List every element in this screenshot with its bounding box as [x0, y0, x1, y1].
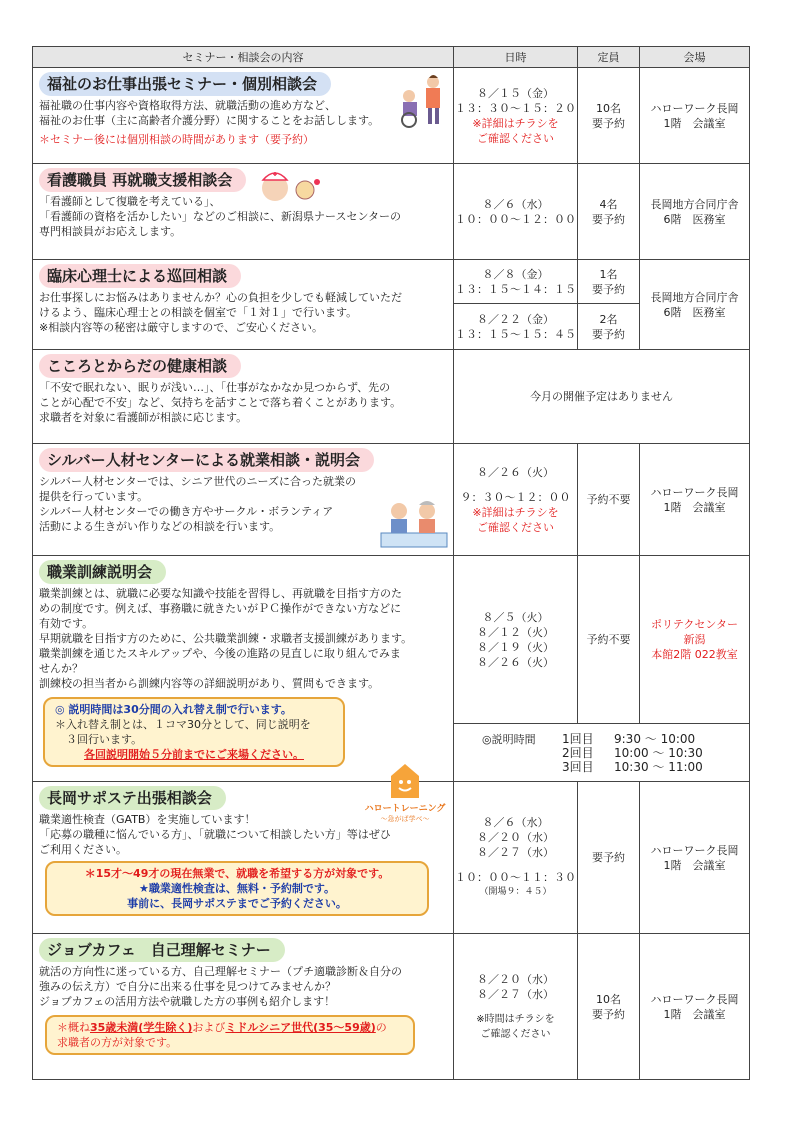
row-line: めの制度です。例えば、事務職に就きたいがＰＣ操作ができない方などに [39, 602, 402, 615]
row-line: 職業訓練とは、就職に必要な知識や技能を習得し、再就職を目指す方のた [39, 587, 402, 600]
row-line: 福祉職の仕事内容や資格取得方法、就職活動の進め方など、 [39, 99, 336, 112]
box-line: 求職者の方が対象です。 [57, 1036, 178, 1049]
row-line: せんか？ [39, 662, 83, 675]
reservation-text: 要予約 [592, 327, 625, 341]
row-line: シルバー人材センターでの働き方やサークル・ボランティア [39, 505, 334, 518]
row-title: ジョブカフェ 自己理解セミナー [39, 938, 285, 962]
row-capacity [578, 444, 640, 556]
schedule-cell [454, 724, 750, 782]
capacity-text: 10名 [596, 992, 621, 1006]
row-capacity [578, 304, 640, 350]
row-venue [640, 164, 750, 260]
row-line: ジョブカフェの活用方法や就職した方の事例も紹介します！ [39, 995, 336, 1008]
date-line: ８／２６（火） [477, 465, 554, 479]
capacity-text: 2名 [599, 312, 618, 326]
time-line: １０：００〜１１：３０ [455, 871, 576, 884]
row-line: 強みの伝え方）で自分に出来る仕事を見つけてみませんか？ [39, 980, 336, 993]
header-capacity: 定員 [578, 47, 640, 68]
table-row [33, 68, 750, 164]
time-line: ９：３０〜１２：００ [460, 490, 571, 504]
row-datetime [454, 934, 578, 1080]
time-line: １３：３０〜１５：２０ [455, 101, 576, 115]
row-line: 福祉のお仕事（主に高齢者介護分野）に関することをお話しします。 [39, 114, 380, 127]
header-datetime: 日時 [454, 47, 578, 68]
row-title: 長岡サポステ出張相談会 [39, 786, 226, 810]
box-line: ３回行います。 [55, 733, 143, 746]
no-schedule-text: 今月の開催予定はありません [530, 390, 673, 403]
box-line: ＊入れ替え制とは、１コマ30分として、同じ説明を [55, 718, 311, 731]
row-datetime [454, 260, 578, 304]
row-line: 「看護師の資格を活かしたい」などのご相談に、新潟県ナースセンターの [39, 210, 402, 223]
row-capacity [578, 68, 640, 164]
date-note: ご確認ください [477, 520, 554, 534]
venue-name: ハローワーク長岡 [650, 485, 739, 499]
date-note: ご確認ください [477, 131, 554, 145]
header-content: セミナー・相談会の内容 [33, 47, 454, 68]
date-line: ８／６（水） [482, 197, 549, 211]
venue-name: 長岡地方合同庁舎 [650, 290, 739, 304]
box-line: 各回説明開始５分前までにご来場ください。 [84, 748, 304, 761]
row-capacity [578, 934, 640, 1080]
venue-room: 1階 会議室 [663, 116, 726, 130]
box-line: ◎ 説明時間は30分間の入れ替え制で行います。 [55, 703, 292, 716]
logo-tagline: 〜急がば学べ〜 [380, 815, 430, 823]
reservation-text: 予約不要 [586, 493, 631, 506]
session-time: 10:30 〜 11:00 [614, 759, 703, 774]
row-line: 求職者を対象に看護師が相談に応じます。 [39, 411, 248, 424]
row-datetime [454, 556, 578, 724]
venue-room: 1階 会議室 [663, 1007, 726, 1021]
table-header [33, 47, 750, 68]
row-line: けるよう、臨床心理士との相談を個室で「１対１」で行います。 [39, 306, 358, 319]
venue-name: ハローワーク長岡 [650, 101, 739, 115]
row-title: シルバー人材センターによる就業相談・説明会 [39, 448, 374, 472]
row-line: 専門相談員がお応えします。 [39, 225, 182, 238]
row-line: ご利用ください。 [39, 843, 127, 856]
date-line: ８／２０（水） [477, 972, 554, 986]
date-line: ８／８（金） [482, 267, 549, 281]
reservation-text: 要予約 [592, 212, 625, 226]
row-line: お仕事探しにお悩みはありませんか？心の負担を少しでも軽減していただ [39, 291, 402, 304]
info-box [45, 861, 429, 916]
box-text: ＊概ね [57, 1021, 90, 1034]
row-description [33, 444, 454, 556]
reservation-text: 要予約 [592, 116, 625, 130]
date-line: ８／２６（火） [477, 655, 554, 669]
row-line: 「看護師として復職を考えている」、 [39, 195, 221, 208]
reservation-text: 要予約 [592, 851, 625, 864]
nurse-icon [257, 168, 327, 204]
row-line: 有効です。 [39, 617, 94, 630]
spacer-line [454, 480, 577, 490]
table-row [33, 934, 750, 1080]
box-text: の [375, 1021, 387, 1034]
row-datetime [454, 304, 578, 350]
row-datetime [454, 782, 578, 934]
capacity-text: 1名 [599, 267, 618, 281]
date-note: ご確認ください [480, 1028, 551, 1040]
date-note: ※時間はチラシを [476, 1013, 555, 1025]
row-line: 提供を行っています。 [39, 490, 149, 503]
info-box [43, 697, 345, 767]
row-venue [640, 782, 750, 934]
seniors-consultation-icon [379, 497, 449, 551]
date-line: ８／２７（水） [477, 846, 554, 859]
open-time: （開場９：４５） [479, 887, 552, 897]
table-row [33, 782, 750, 934]
date-line: ８／２０（水） [477, 831, 554, 844]
venue-room: 本館2階 022教室 [651, 648, 738, 661]
row-line: 就活の方向性に迷っている方、自己理解セミナー（プチ適職診断＆自分の [39, 965, 402, 978]
row-capacity [578, 164, 640, 260]
row-line: 早期就職を目指す方のために、公共職業訓練・求職者支援訓練があります。 [39, 632, 413, 645]
row-capacity [578, 260, 640, 304]
caregiver-wheelchair-icon [395, 72, 449, 128]
box-line: ★職業適性検査は、無料・予約制です。 [139, 882, 335, 895]
reservation-text: 要予約 [592, 1007, 625, 1021]
row-capacity [578, 782, 640, 934]
row-description [33, 164, 454, 260]
date-line: ８／１９（火） [477, 640, 554, 654]
venue-room: 1階 会議室 [663, 500, 726, 514]
spacer-line [454, 860, 577, 870]
venue-room: 1階 会議室 [663, 858, 726, 872]
box-highlight: ミドルシニア世代(35〜59歳) [225, 1021, 376, 1034]
box-text: および [192, 1021, 226, 1034]
table-row [33, 556, 750, 724]
schedule-label: ◎説明時間 [482, 732, 536, 746]
date-note: ※詳細はチラシを [472, 116, 559, 130]
venue-name: 長岡地方合同庁舎 [650, 197, 739, 211]
capacity-text: 4名 [599, 197, 618, 211]
table-row [33, 350, 750, 444]
row-description [33, 350, 454, 444]
row-description [33, 934, 454, 1080]
box-highlight: 35歳未満(学生除く) [90, 1021, 193, 1034]
row-description [33, 260, 454, 350]
table-row [33, 444, 750, 556]
time-line: １０：００〜１２：００ [455, 212, 576, 226]
venue-name: 新潟 [683, 633, 706, 646]
venue-room: 6階 医務室 [663, 212, 726, 226]
row-line: 職業訓練を通じたスキルアップや、今後の進路の見直しに取り組んでみま [39, 647, 401, 660]
row-title: 福祉のお仕事出張セミナー・個別相談会 [39, 72, 331, 96]
row-venue [640, 260, 750, 350]
row-line: ※相談内容等の秘密は厳守しますので、ご安心ください。 [39, 321, 323, 334]
date-line: ８／５（火） [482, 610, 549, 624]
header-venue: 会場 [640, 47, 750, 68]
row-title: 看護職員 再就職支援相談会 [39, 168, 246, 192]
row-datetime [454, 164, 578, 260]
row-description [33, 782, 454, 934]
date-line: ８／１５（金） [477, 86, 554, 100]
venue-name: ポリテクセンター [651, 618, 738, 631]
row-description [33, 68, 454, 164]
capacity-text: 10名 [596, 101, 621, 115]
box-line: 事前に、長岡サポステまでご予約ください。 [127, 897, 347, 910]
session-time: 10:00 〜 10:30 [614, 745, 703, 760]
session-number: 3回目 [562, 759, 594, 774]
row-note: ＊セミナー後には個別相談の時間があります（要予約） [39, 133, 314, 146]
seminar-table [32, 46, 750, 1080]
date-line: ８／１２（火） [477, 625, 554, 639]
date-line: ８／２７（水） [477, 987, 554, 1001]
row-line: 職業適性検査（GATB）を実施しています！ [39, 813, 256, 826]
row-line: ことが心配で不安」など、気持ちを話すことで落ち着くことがあります。 [39, 396, 402, 409]
row-title: 臨床心理士による巡回相談 [39, 264, 241, 288]
row-line: 「不安で眠れない、眠りが浅い…」、「仕事がなかなか見つからず、先の [39, 381, 391, 394]
row-datetime [454, 444, 578, 556]
time-line: １３：１５〜１５：４５ [455, 327, 576, 341]
row-venue [640, 556, 750, 724]
session-number: 2回目 [562, 745, 594, 760]
venue-room: 6階 医務室 [663, 305, 726, 319]
table-row [33, 260, 750, 304]
date-line: ８／６（水） [482, 816, 549, 829]
row-line: 訓練校の担当者から訓練内容等の詳細説明があり、質問もできます。 [39, 677, 380, 690]
row-datetime [454, 68, 578, 164]
row-venue [640, 934, 750, 1080]
table-row [33, 164, 750, 260]
row-capacity [578, 556, 640, 724]
no-schedule-cell [454, 350, 750, 444]
date-note: ※詳細はチラシを [472, 505, 559, 519]
box-line: ＊15才〜49才の現在無業で、就職を希望する方が対象です。 [84, 867, 390, 880]
session-time: 9:30 〜 10:00 [614, 731, 696, 746]
venue-name: ハローワーク長岡 [650, 992, 739, 1006]
venue-name: ハローワーク長岡 [650, 843, 739, 857]
info-box [45, 1015, 415, 1055]
row-line: 「応募の職種に悩んでいる方」、「就職について相談したい方」等はぜひ [39, 828, 391, 841]
logo-text: ハロートレーニング [364, 804, 446, 814]
row-line: シルバー人材センターでは、シニア世代のニーズに合った就業の [39, 475, 356, 488]
reservation-text: 要予約 [592, 282, 625, 296]
row-title: こころとからだの健康相談 [39, 354, 241, 378]
session-number: 1回目 [562, 731, 594, 746]
time-line: １３：１５〜１４：１５ [455, 282, 576, 296]
row-venue [640, 444, 750, 556]
date-line: ８／２２（金） [477, 312, 554, 326]
reservation-text: 予約不要 [586, 633, 631, 646]
row-line: 活動による生きがい作りなどの相談を行います。 [39, 520, 281, 533]
row-title: 職業訓練説明会 [39, 560, 166, 584]
row-venue [640, 68, 750, 164]
